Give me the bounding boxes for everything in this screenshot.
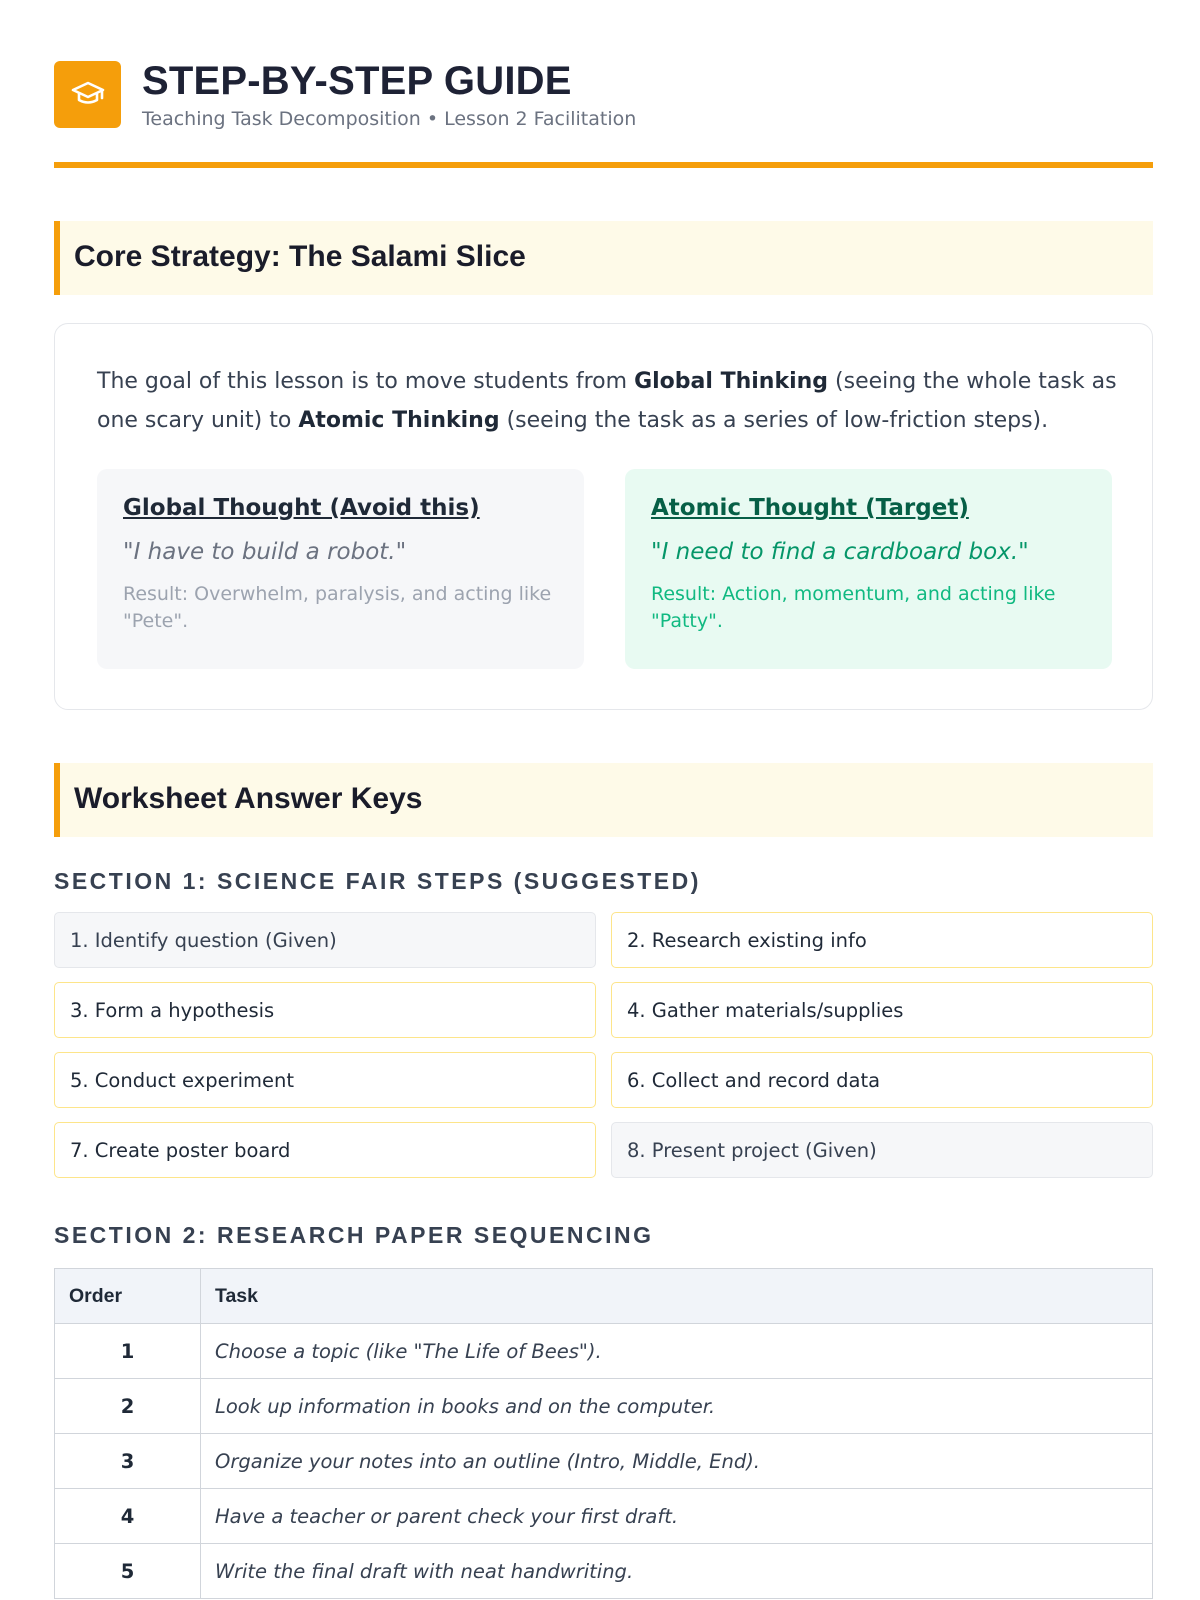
- intro-atomic-term: Atomic Thinking: [298, 408, 500, 433]
- step-card: 1. Identify question (Given): [54, 912, 596, 968]
- graduation-cap-icon: [69, 74, 107, 116]
- table-row: [55, 1324, 1153, 1379]
- logo-badge: [54, 61, 121, 128]
- step-card: 2. Research existing info: [611, 912, 1153, 968]
- global-thought-box: [97, 469, 584, 669]
- step-card: 5. Conduct experiment: [54, 1052, 596, 1108]
- header-divider: [54, 162, 1153, 168]
- answer-keys-heading-band: [54, 763, 1153, 837]
- atomic-thought-result: Result: Action, momentum, and acting like "Patty".: [651, 583, 1056, 632]
- table-row: [55, 1544, 1153, 1599]
- global-thought-result: Result: Overwhelm, paralysis, and acting like "Pete".: [123, 583, 552, 632]
- table-row: [55, 1434, 1153, 1489]
- step-card: 4. Gather materials/supplies: [611, 982, 1153, 1038]
- core-strategy-heading: Core Strategy: The Salami Slice: [74, 240, 526, 273]
- table-header-row: [55, 1269, 1153, 1324]
- order-cell: 2: [55, 1379, 201, 1434]
- research-sequence-table: [54, 1268, 1153, 1599]
- section1-heading: SECTION 1: SCIENCE FAIR STEPS (SUGGESTED): [54, 868, 701, 894]
- atomic-thought-quote: "I need to find a cardboard box.": [651, 539, 1029, 565]
- task-cell: Choose a topic (like "The Life of Bees").: [201, 1324, 1153, 1379]
- atomic-thought-title: Atomic Thought (Target): [651, 495, 969, 521]
- order-cell: 4: [55, 1489, 201, 1544]
- strategy-card: [54, 323, 1153, 710]
- step-card: 8. Present project (Given): [611, 1122, 1153, 1178]
- column-header-order: Order: [55, 1269, 201, 1324]
- order-cell: 1: [55, 1324, 201, 1379]
- task-cell: Have a teacher or parent check your first draft.: [201, 1489, 1153, 1544]
- section2-heading: SECTION 2: RESEARCH PAPER SEQUENCING: [54, 1222, 654, 1248]
- atomic-thought-box: [625, 469, 1112, 669]
- intro-text-2: (seeing the whole task as one scary unit) to: [97, 369, 1117, 433]
- column-header-task: Task: [201, 1269, 1153, 1324]
- answer-keys-heading: Worksheet Answer Keys: [74, 782, 423, 815]
- task-cell: Organize your notes into an outline (Intro, Middle, End).: [201, 1434, 1153, 1489]
- intro-global-term: Global Thinking: [634, 369, 829, 394]
- page-header: [54, 61, 1153, 168]
- task-cell: Look up information in books and on the computer.: [201, 1379, 1153, 1434]
- step-card: 7. Create poster board: [54, 1122, 596, 1178]
- page-subtitle: Teaching Task Decomposition • Lesson 2 Facilitation: [142, 108, 637, 130]
- intro-text-3: (seeing the task as a series of low-friction steps).: [499, 408, 1049, 433]
- global-thought-title: Global Thought (Avoid this): [123, 495, 480, 521]
- table-row: [55, 1489, 1153, 1544]
- order-cell: 3: [55, 1434, 201, 1489]
- step-card: 3. Form a hypothesis: [54, 982, 596, 1038]
- order-cell: 5: [55, 1544, 201, 1599]
- page-title: STEP-BY-STEP GUIDE: [142, 59, 572, 103]
- strategy-intro: [97, 362, 1117, 440]
- core-strategy-heading-band: [54, 221, 1153, 295]
- global-thought-quote: "I have to build a robot.": [123, 539, 407, 565]
- table-row: [55, 1379, 1153, 1434]
- step-card: 6. Collect and record data: [611, 1052, 1153, 1108]
- task-cell: Write the final draft with neat handwriting.: [201, 1544, 1153, 1599]
- intro-text-1: The goal of this lesson is to move students from: [97, 369, 635, 394]
